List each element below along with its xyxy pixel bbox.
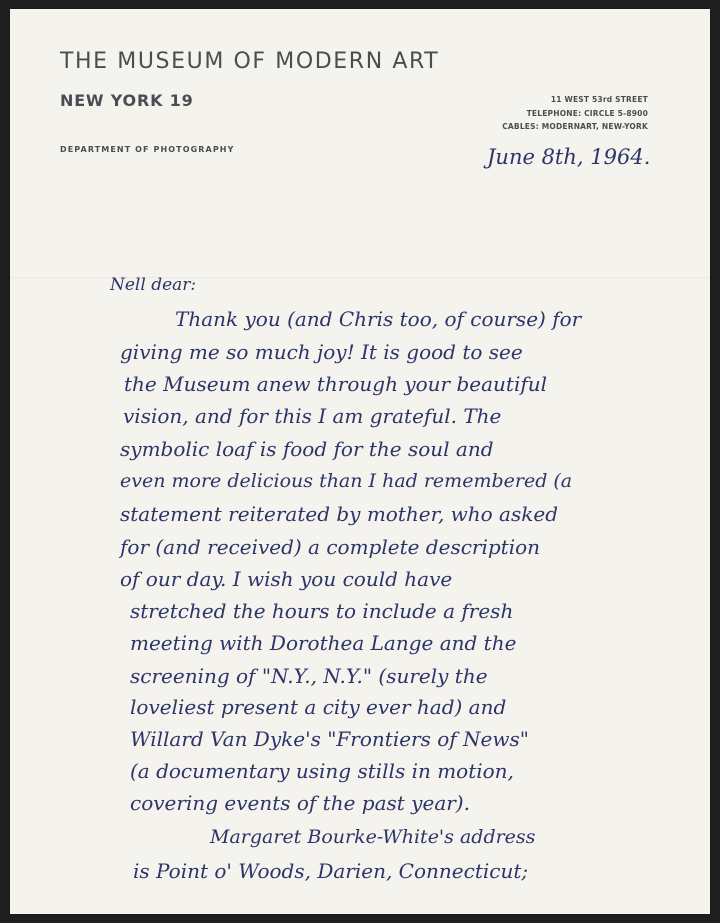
letter-line: (a documentary using stills in motion, (130, 759, 514, 783)
letter-line: for (and received) a complete description (120, 535, 541, 559)
letter-line: symbolic loaf is food for the soul and (120, 437, 494, 461)
letter-line: loveliest present a city ever had) and (130, 695, 507, 719)
letter-line: covering events of the past year). (130, 791, 470, 815)
letter-line: the Museum anew through your beautiful (124, 372, 548, 396)
letter-line: Willard Van Dyke's "Frontiers of News" (130, 727, 529, 751)
letterhead-department: DEPARTMENT OF PHOTOGRAPHY (60, 145, 235, 154)
letter-line: screening of "N.Y., N.Y." (surely the (130, 664, 488, 688)
letter-line: of our day. I wish you could have (120, 567, 453, 591)
letter-page (10, 9, 710, 914)
letter-line: even more delicious than I had remembered (a (120, 470, 573, 492)
letter-line: stretched the hours to include a fresh (130, 599, 514, 623)
letter-line: Thank you (and Chris too, of course) for (175, 307, 582, 331)
letter-line: giving me so much joy! It is good to see (120, 340, 523, 364)
letter-line: meeting with Dorothea Lange and the (130, 631, 517, 655)
address-street: 11 WEST 53rd STREET (550, 95, 648, 104)
letterhead-city: NEW YORK 19 (60, 91, 194, 110)
letter-line: is Point o' Woods, Darien, Connecticut; (133, 859, 529, 883)
address-telephone: TELEPHONE: CIRCLE 5-8900 (526, 108, 648, 118)
letterhead-institution: THE MUSEUM OF MODERN ART (60, 49, 440, 74)
letter-line: statement reiterated by mother, who asked (120, 502, 558, 526)
letter-line: Margaret Bourke-White's address (210, 826, 536, 848)
letter-line: vision, and for this I am grateful. The (123, 404, 502, 428)
letter-date: June 8th, 1964. (487, 145, 651, 169)
letterhead-address (502, 93, 648, 134)
address-cables: CABLES: MODERNART, NEW-YORK (502, 122, 648, 131)
letter-salutation: Nell dear: (110, 275, 197, 295)
